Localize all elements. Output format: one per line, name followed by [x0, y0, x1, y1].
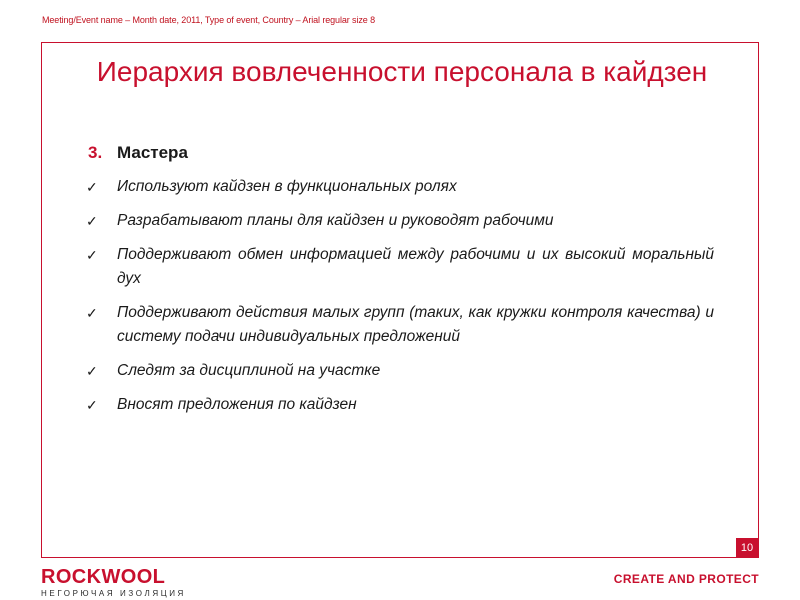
check-icon: ✓ — [86, 305, 98, 321]
section-heading — [88, 141, 188, 165]
page-number-badge: 10 — [736, 538, 758, 558]
rockwool-logo — [41, 567, 186, 599]
event-meta-text: Meeting/Event name – Month date, 2011, Type of event, Country – Arial regular size 8 — [42, 15, 375, 25]
check-icon: ✓ — [86, 363, 98, 379]
bullet-text: Поддерживают обмен информацией между рабочими и их высокий моральный дух — [117, 246, 714, 287]
check-icon: ✓ — [86, 179, 98, 195]
bullet-text: Поддерживают действия малых групп (таких, как кружки контроля качества) и систему подачи индивидуальных предложений — [117, 304, 714, 345]
slide-title: Иерархия вовлеченности персонала в кайдзен — [96, 56, 708, 87]
section-number: 3. — [88, 143, 103, 162]
check-icon: ✓ — [86, 397, 98, 413]
check-icon: ✓ — [86, 247, 98, 263]
logo-subtitle: НЕГОРЮЧАЯ ИЗОЛЯЦИЯ — [41, 589, 186, 598]
bullet-text: Вносят предложения по кайдзен — [117, 396, 357, 413]
bullet-item — [86, 393, 714, 417]
bullet-item — [86, 209, 714, 233]
brand-tagline: CREATE AND PROTECT — [613, 572, 759, 586]
bullet-text: Разрабатывают планы для кайдзен и руководят рабочими — [117, 212, 554, 229]
section-label: Мастера — [117, 143, 188, 162]
bullet-text: Следят за дисциплиной на участке — [117, 362, 381, 379]
bullet-item — [86, 175, 714, 199]
check-icon: ✓ — [86, 213, 98, 229]
bullet-item — [86, 243, 714, 291]
bullet-text: Используют кайдзен в функциональных ролях — [117, 178, 457, 195]
bullet-item — [86, 359, 714, 383]
bullet-item — [86, 301, 714, 349]
logo-wordmark: ROCKWOOL — [41, 566, 166, 588]
bullet-list — [86, 175, 714, 427]
